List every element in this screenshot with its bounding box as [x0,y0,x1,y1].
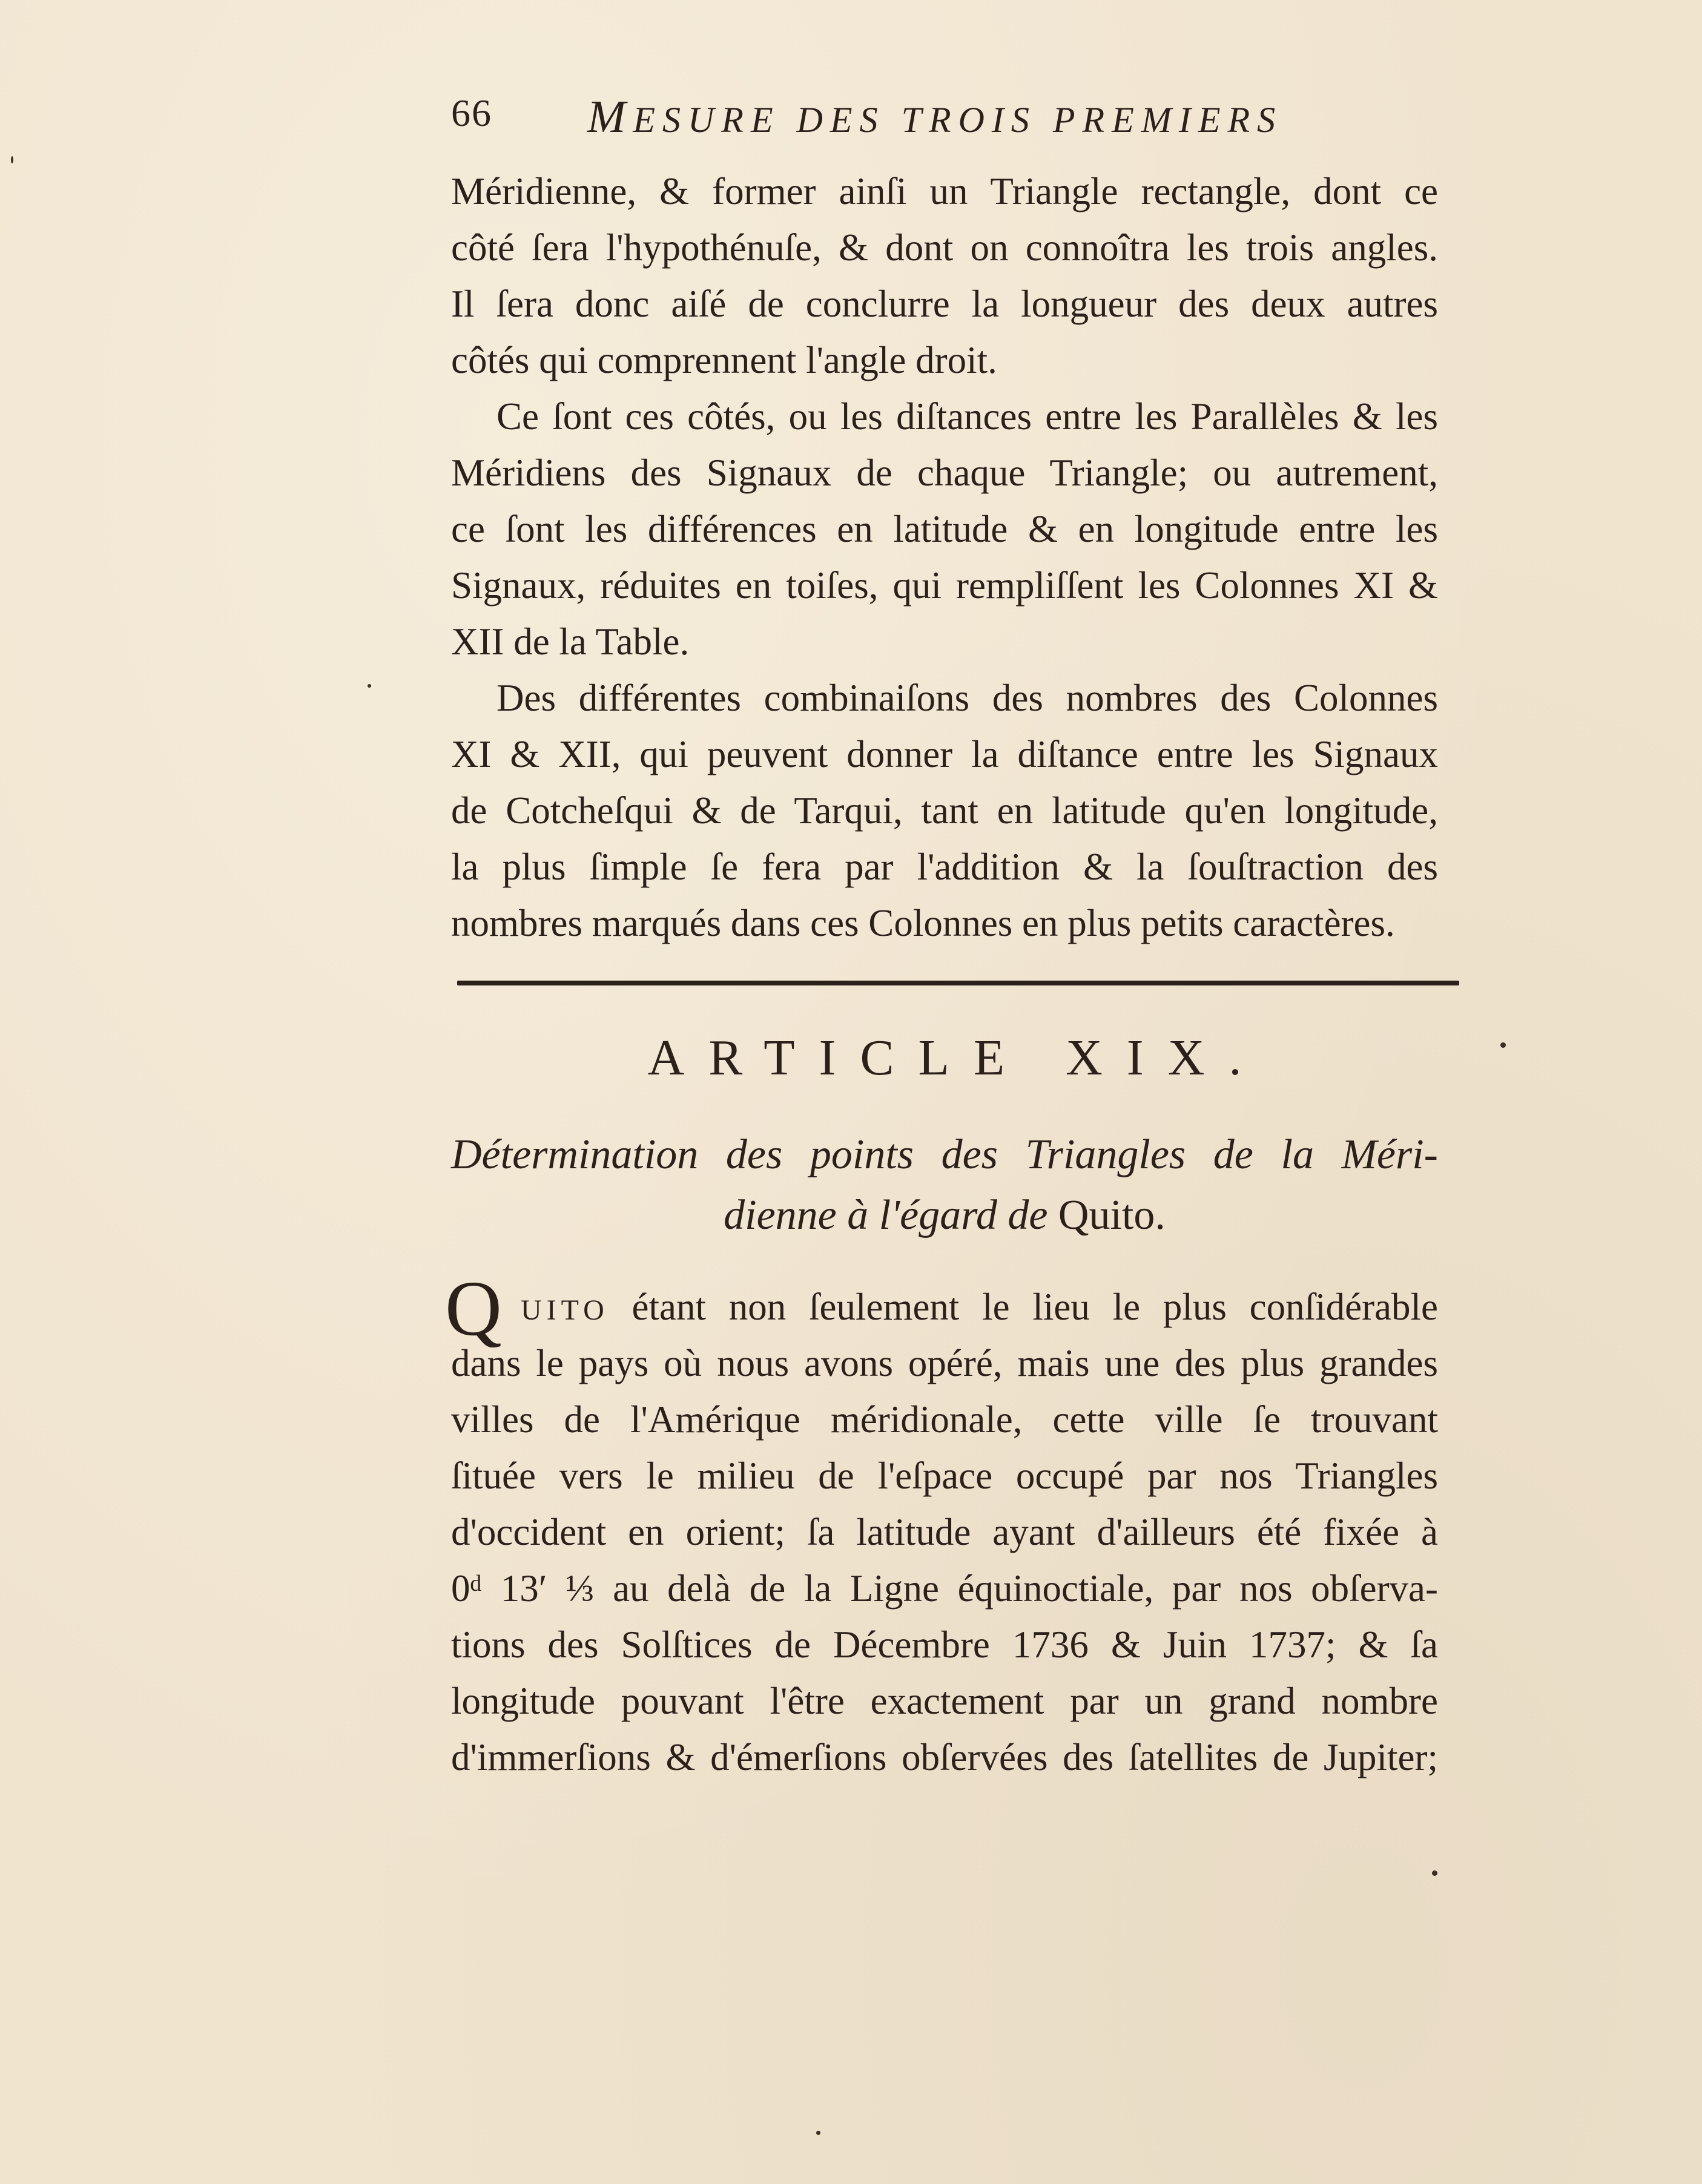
text-line: Méridiens des Signaux de chaque Triangle; ou autrement, [451,452,1438,494]
running-head-initial: M [587,91,633,142]
text-column [445,91,1439,1786]
text-line: ſituée vers le milieu de l'eſpace occupé par nos Triangles [451,1455,1438,1497]
text-line: la plus ſimple ſe fera par l'addition & la ſouſtraction des [451,846,1438,888]
paper-speck [11,156,13,163]
text-line: Signaux, réduites en toiſes, qui rempliſſent les Colonnes XI & [451,564,1438,607]
paper-speck [816,2131,820,2135]
running-head [587,91,1282,143]
text-line: d'occident en orient; ſa latitude ayant d'ailleurs été fixée à [451,1511,1438,1553]
text-line: Ce ſont ces côtés, ou les diſtances entre les Parallèles & les [496,395,1438,438]
text-line: côtés qui comprennent l'angle droit. [451,339,997,381]
text-line [451,1279,1438,1335]
text-line: Méridienne, & former ainſi un Triangle rectangle, dont ce [451,170,1438,212]
running-head-rest: ESURE DES TROIS PREMIERS [633,100,1283,140]
page-number: 66 [451,91,492,134]
text-line: 0ᵈ 13′ ⅓ au delà de la Ligne équinoctiale, par nos obſerva- [451,1567,1438,1610]
text-line: Des différentes combinaiſons des nombres des Colonnes [496,677,1438,719]
text-line: d'immerſions & d'émerſions obſervées des ſatellites de Jupiter; [451,1736,1438,1778]
section-divider [457,981,1459,985]
subtitle-italic-part: dienne à l'égard de [724,1192,1048,1238]
article-subtitle-line-2 [451,1185,1438,1246]
text-line: côté ſera l'hypothénuſe, & dont on connoîtra les trois angles. [451,226,1438,269]
subtitle-roman-part: Quito. [1058,1192,1166,1238]
paragraph-3 [451,670,1438,952]
text-line: tions des Solſtices de Décembre 1736 & Juin 1737; & ſa [451,1623,1438,1666]
page-header [451,91,1438,163]
text-line: villes de l'Amérique méridionale, cette ville ſe trouvant [451,1398,1438,1441]
paper-speck [1432,1870,1437,1876]
paragraph-4 [445,1265,1439,1786]
text-line: ce ſont les différences en latitude & en longitude entre les [451,508,1438,550]
text-line: longitude pouvant l'être exactement par un grand nombre [451,1680,1438,1722]
paper-speck [1500,1042,1506,1048]
paper-speck [368,684,371,688]
paragraph-1 [451,163,1438,389]
article-heading: ARTICLE XIX. [647,1030,1266,1086]
smallcaps-word: UITO [521,1294,609,1326]
drop-cap: Q [445,1265,502,1352]
paragraph-2 [451,389,1438,670]
article-subtitle-line-1: Détermination des points des Triangles de la Méri- [451,1131,1438,1178]
text-line: de Cotcheſqui & de Tarqui, tant en latitude qu'en longitude, [451,789,1438,832]
text-line: dans le pays où nous avons opéré, mais une des plus grandes [451,1342,1438,1384]
text-line: XI & XII, qui peuvent donner la diſtance entre les Signaux [451,733,1438,775]
first-line-rest: étant non ſeulement le lieu le plus conſidérable [632,1286,1439,1328]
text-line: Il ſera donc aiſé de conclurre la longueur des deux autres [451,283,1438,325]
text-line: XII de la Table. [451,620,690,663]
text-line: nombres marqués dans ces Colonnes en plus petits caractères. [451,902,1395,944]
